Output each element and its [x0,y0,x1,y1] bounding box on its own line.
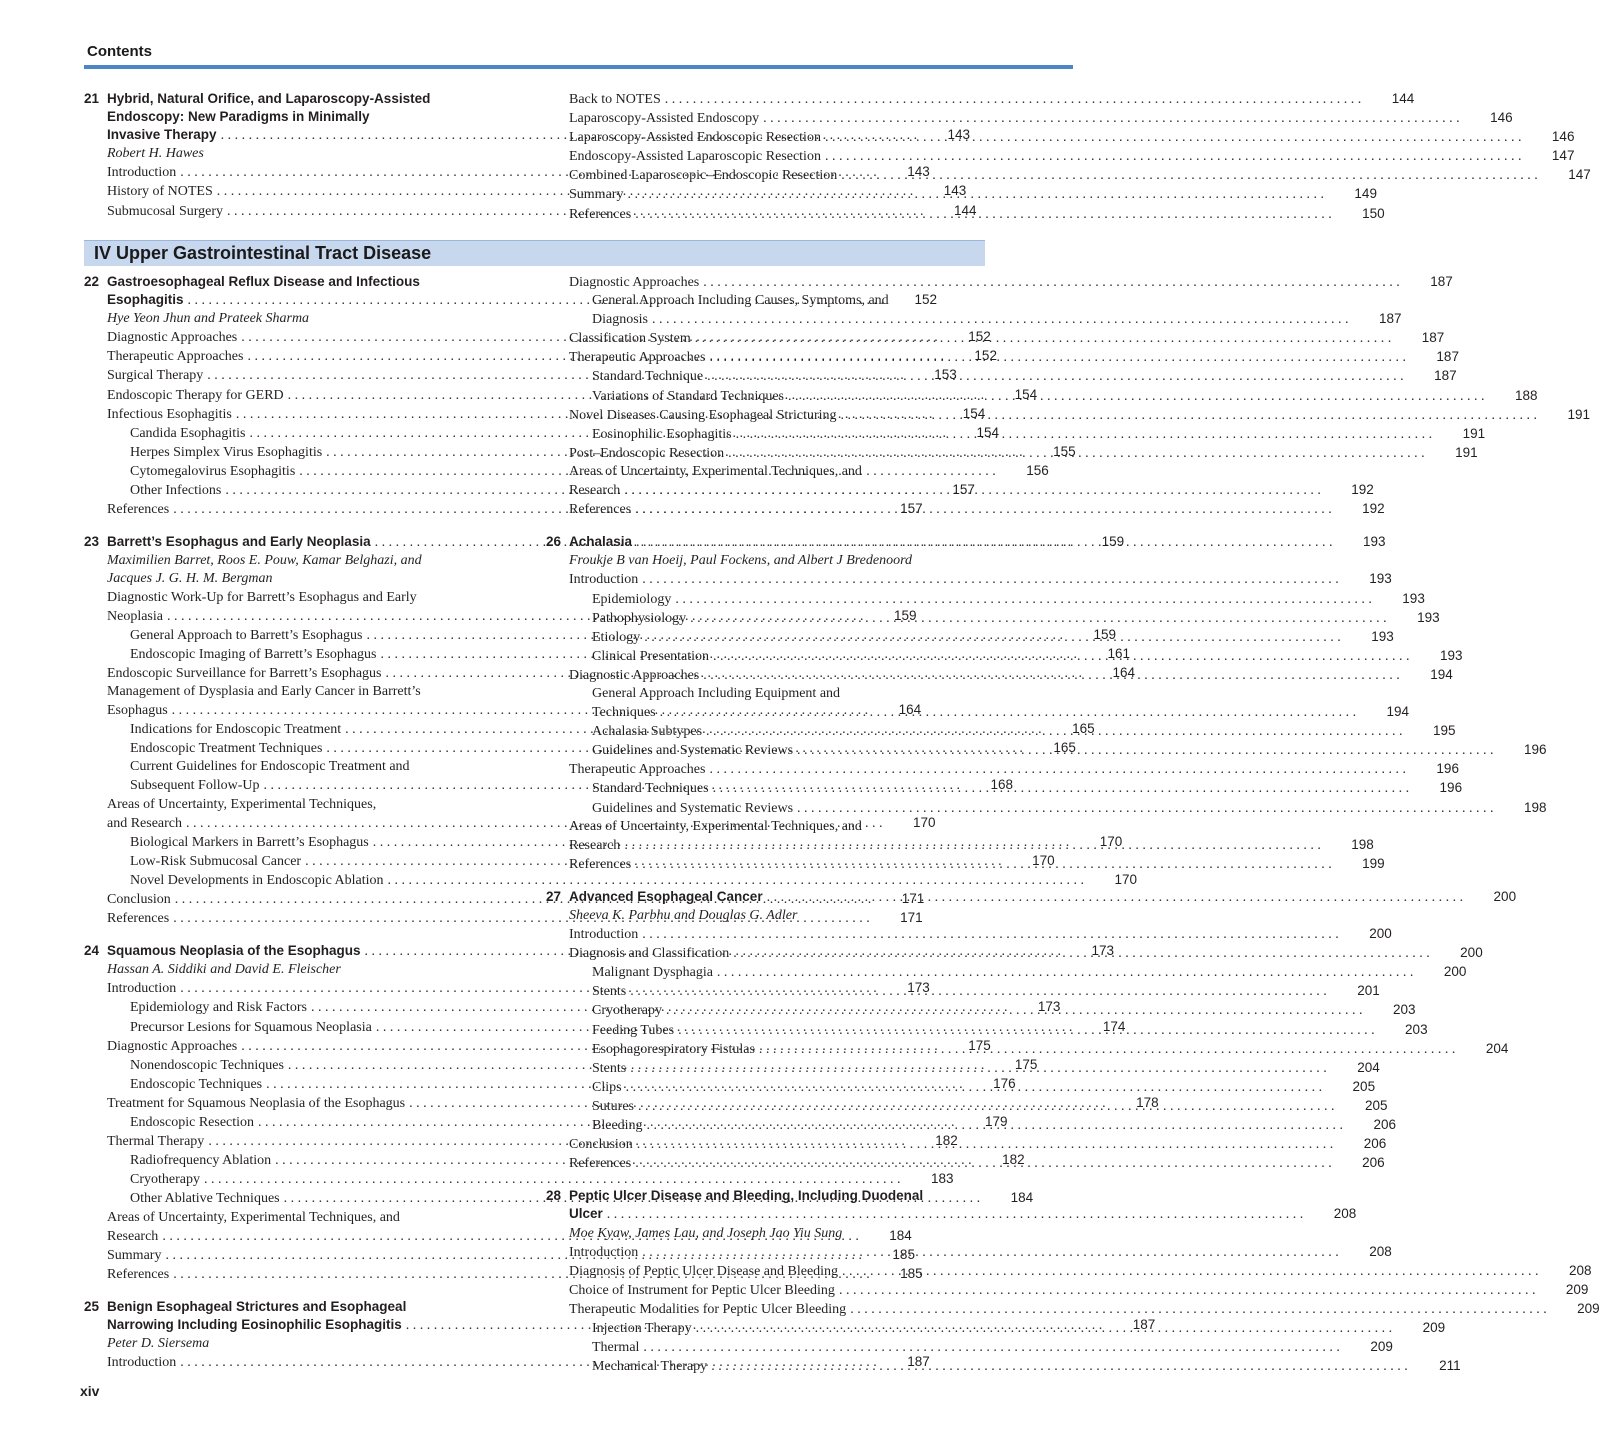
chapter-authors: Hassan A. Siddiki and David E. Fleischer [107,962,341,978]
chapter-title-line[interactable]: Endoscopy: New Paradigms in Minimally [107,109,370,125]
toc-subentry[interactable]: Subsequent Follow-Up . . . 168 [107,776,523,795]
toc-subentry[interactable]: Guidelines and Systematic Reviews . . . 198 [569,799,984,818]
toc-entry[interactable]: Therapeutic Approaches . . . 187 [569,348,984,367]
toc-subentry[interactable]: Pathophysiology . . . 193 [569,609,984,628]
chapter-title-line[interactable]: Hybrid, Natural Orifice, and Laparoscopy-Assisted [107,91,431,106]
toc-entry-wrap[interactable]: Diagnostic Work-Up for Barrett’s Esophagus and Early [107,589,417,605]
toc-subentry[interactable]: Indications for Endoscopic Treatment . . . 165 [107,720,523,739]
toc-subentry[interactable]: Achalasia Subtypes . . . 195 [569,722,984,741]
toc-entry[interactable]: Combined Laparoscopic–Endoscopic Resection . . . 147 [569,166,984,185]
toc-subentry[interactable]: Epidemiology and Risk Factors . . . 173 [107,998,523,1017]
chapter-number: 28 [546,1188,562,1204]
toc-entry[interactable]: History of NOTES . . . 143 [107,182,523,201]
toc-entry[interactable]: Research . . . 198 [569,836,984,855]
toc-entry[interactable]: Introduction . . . 200 [569,925,984,944]
toc-subentry[interactable]: Endoscopic Resection . . . 179 [107,1113,523,1132]
toc-entry[interactable]: Introduction . . . 208 [569,1243,984,1262]
toc-entry[interactable]: Post–Endoscopic Resection . . . 191 [569,444,984,463]
toc-entry[interactable]: Therapeutic Approaches . . . 152 [107,347,523,366]
toc-entry[interactable]: Thermal Therapy . . . 182 [107,1132,523,1151]
chapter-title-line[interactable]: Gastroesophageal Reflux Disease and Infectious [107,274,420,289]
toc-entry-wrap[interactable]: Management of Dysplasia and Early Cancer in Barrett’s [107,683,421,699]
toc-entry[interactable]: Diagnostic Approaches . . . 152 [107,328,523,347]
toc-entry[interactable]: Infectious Esophagitis . . . 154 [107,405,523,424]
toc-subentry[interactable]: Cryotherapy . . . 183 [107,1170,523,1189]
chapter-title-entry[interactable]: Esophagitis . . . 152 [107,291,523,310]
toc-entry[interactable]: Laparoscopy-Assisted Endoscopic Resection . . . 146 [569,128,984,147]
toc-entry-wrap[interactable]: Areas of Uncertainty, Experimental Techniques, [107,796,377,812]
toc-entry[interactable]: Classification System . . . 187 [569,329,984,348]
toc-entry-wrap[interactable]: Areas of Uncertainty, Experimental Techniques, and [569,463,862,479]
chapter-authors: Peter D. Siersema [107,1336,210,1352]
toc-subentry-wrap[interactable]: Current Guidelines for Endoscopic Treatment and [130,759,410,775]
toc-entry[interactable]: Summary . . . 185 [107,1246,523,1265]
toc-subentry-wrap[interactable]: General Approach Including Causes, Symptoms, and [592,293,889,309]
toc-subentry[interactable]: Clinical Presentation . . . 193 [569,647,984,666]
toc-entry[interactable]: Neoplasia . . . 159 [107,607,523,626]
toc-subentry[interactable]: Variations of Standard Techniques . . . 188 [569,387,984,406]
toc-subentry[interactable]: Thermal . . . 209 [569,1338,984,1357]
toc-subentry[interactable]: Mechanical Therapy . . . 211 [569,1357,984,1376]
toc-entry[interactable]: Diagnosis and Classification . . . 200 [569,944,984,963]
chapter-number: 24 [84,943,100,959]
toc-subentry[interactable]: Other Ablative Techniques . . . 184 [107,1189,523,1208]
toc-entry[interactable]: Therapeutic Modalities for Peptic Ulcer Bleeding . . . 209 [569,1300,984,1319]
toc-subentry[interactable]: Biological Markers in Barrett’s Esophagus . . . 170 [107,833,523,852]
toc-entry[interactable]: References . . . 199 [569,855,984,874]
page-number: xiv [80,1383,100,1399]
toc-subentry[interactable]: Cytomegalovirus Esophagitis . . . 156 [107,462,523,481]
toc-subentry[interactable]: Endoscopic Treatment Techniques . . . 165 [107,739,523,758]
toc-entry[interactable]: Introduction . . . 173 [107,979,523,998]
toc-subentry[interactable]: Cryotherapy . . . 203 [569,1001,984,1020]
chapter-21-continued [546,90,1591,224]
toc-entry[interactable]: Treatment for Squamous Neoplasia of the Esophagus . . . 178 [107,1094,523,1113]
toc-subentry[interactable]: Malignant Dysphagia . . . 200 [569,963,984,982]
chapter-title-entry[interactable]: Ulcer . . . 208 [569,1205,984,1224]
toc-subentry[interactable]: Precursor Lesions for Squamous Neoplasia . . . 174 [107,1018,523,1037]
toc-subentry[interactable]: Esophagorespiratory Fistulas . . . 204 [569,1040,984,1059]
toc-entry[interactable]: Laparoscopy-Assisted Endoscopy . . . 146 [569,109,984,128]
right-column-top [546,90,1591,238]
toc-entry[interactable]: Research . . . 184 [107,1227,523,1246]
toc-subentry[interactable]: Nonendoscopic Techniques . . . 175 [107,1056,523,1075]
running-header: Contents [87,43,152,60]
toc-subentry[interactable]: Injection Therapy . . . 209 [569,1319,984,1338]
toc-entry[interactable]: Diagnostic Approaches . . . 187 [569,273,984,292]
toc-entry[interactable]: References . . . 157 [107,500,523,519]
toc-entry[interactable]: Diagnostic Approaches . . . 175 [107,1037,523,1056]
toc-subentry-wrap[interactable]: General Approach Including Equipment and [592,685,841,701]
toc-subentry[interactable]: General Approach to Barrett’s Esophagus . . . 159 [107,626,523,645]
chapter-title-entry[interactable]: Invasive Therapy . . . 143 [107,126,523,145]
toc-subentry[interactable]: Bleeding . . . 206 [569,1116,984,1135]
toc-entry[interactable]: Therapeutic Approaches . . . 196 [569,760,984,779]
toc-subentry[interactable]: Sutures . . . 205 [569,1097,984,1116]
toc-entry[interactable]: Choice of Instrument for Peptic Ulcer Bleeding . . . 209 [569,1281,984,1300]
toc-subentry[interactable]: Standard Technique . . . 187 [569,367,984,386]
chapter-authors: Hye Yeon Jhun and Prateek Sharma [107,311,310,327]
toc-subentry[interactable]: Endoscopic Imaging of Barrett’s Esophagus . . . 161 [107,645,523,664]
toc-entry[interactable]: Diagnosis of Peptic Ulcer Disease and Bleeding . . . 208 [569,1262,984,1281]
toc-entry[interactable]: References . . . 150 [569,205,984,224]
chapter-number: 23 [84,534,100,550]
toc-subentry[interactable]: Epidemiology . . . 193 [569,590,984,609]
toc-subentry[interactable]: Radiofrequency Ablation . . . 182 [107,1151,523,1170]
toc-subentry[interactable]: Novel Developments in Endoscopic Ablation . . . 170 [107,871,523,890]
chapter-number: 27 [546,888,562,904]
toc-subentry[interactable]: Stents . . . 204 [569,1059,984,1078]
chapter-number: 22 [84,274,100,289]
toc-entry[interactable]: Conclusion . . . 171 [107,890,523,909]
toc-entry-wrap[interactable]: Areas of Uncertainty, Experimental Techniques, and [569,818,862,834]
toc-entry[interactable]: Research . . . 192 [569,481,984,500]
toc-subentry[interactable]: Low-Risk Submucosal Cancer . . . 170 [107,852,523,871]
chapter-authors: Froukje B van Hoeij, Paul Fockens, and Albert J Bredenoord [569,553,913,569]
part-heading[interactable]: IV Upper Gastrointestinal Tract Disease [94,243,432,263]
chapter-title-entry[interactable]: Advanced Esophageal Cancer . . . 200 [569,888,984,907]
toc-entry[interactable]: Submucosal Surgery . . . 144 [107,202,523,221]
chapter-authors: Robert H. Hawes [107,146,204,162]
toc-subentry[interactable]: Stents . . . 201 [569,982,984,1001]
toc-subentry[interactable]: Guidelines and Systematic Reviews . . . 196 [569,741,984,760]
toc-entry[interactable]: Diagnostic Approaches . . . 194 [569,666,984,685]
chapter-title-entry[interactable]: Achalasia . . . 193 [569,533,984,552]
chapter-authors: Jacques J. G. H. M. Bergman [107,571,273,587]
chapter-title-entry[interactable]: Squamous Neoplasia of the Esophagus . . . 173 [107,942,523,961]
chapter-title-entry[interactable]: Narrowing Including Eosinophilic Esophagitis . . . 187 [107,1316,523,1335]
toc-entry[interactable]: Introduction . . . 187 [107,1353,523,1372]
toc-subentry[interactable]: Other Infections . . . 157 [107,481,523,500]
chapter-authors: Sheeva K. Parbhu and Douglas G. Adler [569,908,798,923]
toc-subentry[interactable]: Herpes Simplex Virus Esophagitis . . . 155 [107,443,523,462]
toc-subentry[interactable]: Endoscopic Techniques . . . 176 [107,1075,523,1094]
toc-subentry[interactable]: Candida Esophagitis . . . 154 [107,424,523,443]
toc-entry[interactable]: References . . . 192 [569,500,984,519]
toc-entry[interactable]: Back to NOTES . . . 144 [569,90,984,109]
toc-subentry[interactable]: Etiology . . . 193 [569,628,984,647]
toc-entry[interactable]: Endoscopic Therapy for GERD . . . 154 [107,386,523,405]
chapter-number: 21 [84,91,100,106]
toc-entry[interactable]: References . . . 185 [107,1265,523,1284]
chapter-title-line[interactable]: Peptic Ulcer Disease and Bleeding, Including Duodenal [569,1188,924,1204]
toc-entry[interactable]: Surgical Therapy . . . 153 [107,366,523,385]
chapter-number: 26 [546,534,562,550]
part-heading-bar [84,240,985,266]
toc-entry[interactable]: References . . . 171 [107,909,523,928]
toc-entry[interactable]: Conclusion . . . 206 [569,1135,984,1154]
toc-entry[interactable]: Introduction . . . 143 [107,163,523,182]
chapter-authors: Moe Kyaw, James Lau, and Joseph Jao Yiu Sung [569,1225,843,1241]
toc-entry[interactable]: References . . . 206 [569,1154,984,1173]
chapter-title-line[interactable]: Benign Esophageal Strictures and Esophageal [107,1298,407,1314]
chapter-authors: Maximilien Barret, Roos E. Pouw, Kamar Belghazi, and [107,553,422,569]
toc-entry[interactable]: Novel Diseases Causing Esophageal Stricturing . . . 191 [569,406,984,425]
chapter-title-entry[interactable]: Barrett’s Esophagus and Early Neoplasia . . . 159 [107,533,523,552]
toc-subentry[interactable]: Eosinophilic Esophagitis . . . 191 [569,425,984,444]
toc-entry[interactable]: Endoscopy-Assisted Laparoscopic Resection . . . 147 [569,147,984,166]
header-rule [84,65,1073,69]
chapter-number: 25 [84,1298,100,1314]
toc-entry[interactable]: Summary . . . 149 [569,185,984,204]
toc-entry[interactable]: Esophagus . . . 164 [107,701,523,720]
toc-entry[interactable]: Introduction . . . 193 [569,570,984,589]
toc-subentry[interactable]: Techniques . . . 194 [569,703,984,722]
toc-subentry[interactable]: Clips . . . 205 [569,1078,984,1097]
toc-entry-wrap[interactable]: Areas of Uncertainty, Experimental Techniques, and [107,1209,400,1225]
toc-subentry[interactable]: Standard Techniques . . . 196 [569,779,984,798]
toc-entry[interactable]: and Research . . . 170 [107,814,523,833]
toc-subentry[interactable]: Feeding Tubes . . . 203 [569,1021,984,1040]
toc-entry[interactable]: Endoscopic Surveillance for Barrett’s Esophagus . . . 164 [107,664,523,683]
toc-subentry[interactable]: Diagnosis . . . 187 [569,310,984,329]
